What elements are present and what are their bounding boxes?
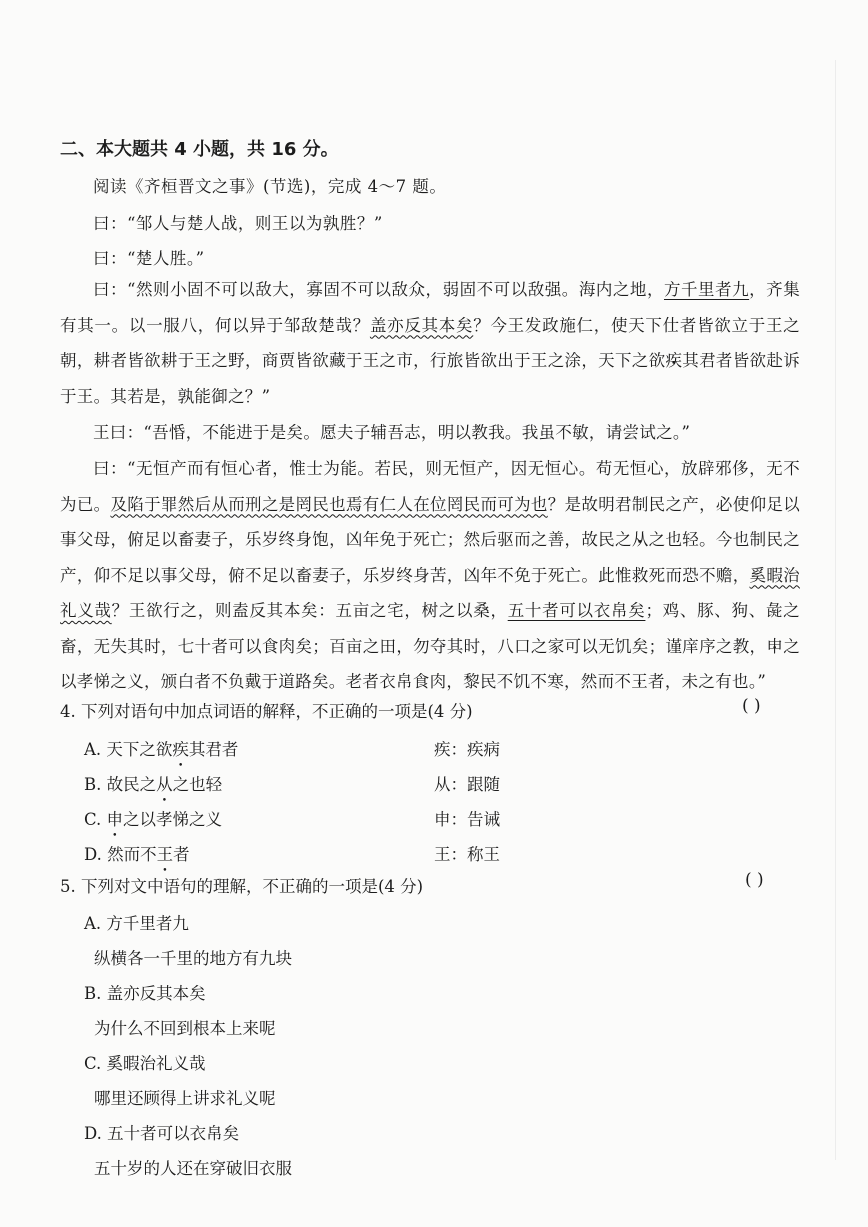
q4-option-b-gloss: 从：跟随	[434, 775, 500, 794]
answer-blank-4[interactable]: ( )	[742, 696, 761, 716]
q5-option-b-explain: 为什么不回到根本上来呢	[94, 1019, 276, 1038]
dotted-word: 申 •	[766, 637, 783, 656]
underlined-phrase: 五十者可以衣帛矣	[507, 601, 646, 620]
wavy-underlined-sentence: 及陷于罪然后从而刑之是罔民也焉有仁人在位罔民而可为也	[110, 494, 548, 514]
passage-paragraph-1: 曰：“然则小固不可以敌大，寡固不可以敌众，弱固不可以敌强。海内之地，方千里者九，齐集有其一。以一服八，何以异于邹敌楚哉？盖亦反其本矣？今王发政施仁，使天下仕者皆欲立于王之朝，耕者皆欲耕于王之野，商贾皆欲藏于王之市，行旅皆欲出于王之涂，天下之欲疾 •其君者皆欲赴诉于王。其若是，孰能御之？”	[60, 272, 800, 414]
q4-option-a: A. 天下之欲疾其君者	[84, 740, 239, 759]
q5-option-a-explain: 纵横各一千里的地方有九块	[94, 949, 292, 968]
q4-option-c: C. 申之以孝悌之义	[84, 810, 223, 829]
passage-paragraph-2: 王曰：“吾惛，不能进于是矣。愿夫子辅吾志，明以教我。我虽不敏，请尝试之。”	[93, 423, 691, 442]
q4-option-a-gloss: 疾：疾病	[434, 740, 500, 759]
dotted-word: 从	[156, 775, 173, 794]
q5-option-b: B. 盖亦反其本矣	[84, 984, 206, 1003]
reading-intro: 阅读《齐桓晋文之事》(节选)，完成 4～7 题。	[93, 177, 447, 196]
dialogue-line-2: 曰：“楚人胜。”	[93, 249, 205, 268]
passage-paragraph-3: 曰：“无恒产而有恒心者，惟士为能。若民，则无恒产，因无恒心。苟无恒心，放辟邪侈，无不为已。及陷于罪然后从而刑之是罔民也焉有仁人在位罔民而可为也？是故明君制民之产，必使仰足以事父母，俯足以畜妻子，乐岁终身饱，凶年免于死亡；然后驱而之善，故民之从 •之也轻。今也制民之产，仰不足以事父母，俯不足以畜妻子，乐岁终身苦，凶年不免于死亡。此惟救死而恐不赡，奚暇治礼义哉？王欲行之，则盍反其本矣：五亩之宅，树之以桑，五十者可以衣帛矣；鸡、豚、狗、彘之畜，无失其时，七十者可以食肉矣；百亩之田，勿夺其时，八口之家可以无饥矣；谨庠序之教，申 •之以孝悌之义，颁白者不负戴于道路矣。老者衣帛食肉，黎民不饥不寒，然而不王 •者，未之有也。”	[60, 451, 800, 700]
q4-option-d: D. 然而不王者	[84, 845, 190, 864]
underlined-phrase: 奚暇治礼义哉	[60, 565, 800, 620]
dialogue-line-1: 曰：“邹人与楚人战，则王以为孰胜？”	[93, 214, 383, 233]
q5-option-d: D. 五十者可以衣帛矣	[84, 1124, 240, 1143]
q4-option-b: B. 故民之从之也轻	[84, 775, 223, 794]
dotted-word: 王 •	[631, 672, 648, 691]
q5-option-d-explain: 五十岁的人还在穿破旧衣服	[94, 1159, 292, 1178]
q5-option-a: A. 方千里者九	[84, 914, 189, 933]
dotted-word: 疾 •	[665, 351, 682, 370]
q5-option-c: C. 奚暇治礼义哉	[84, 1054, 206, 1073]
q4-option-c-gloss: 申：告诫	[434, 810, 500, 829]
q5-option-c-explain: 哪里还顾得上讲求礼义呢	[94, 1089, 276, 1108]
dotted-word: 申	[106, 810, 124, 829]
dotted-word: 王	[156, 845, 174, 864]
question-4-stem: 4. 下列对语句中加点词语的解释，不正确的一项是(4 分)	[60, 702, 473, 721]
answer-blank-5[interactable]: ( )	[745, 870, 764, 890]
underlined-phrase: 盖亦反其本矣	[369, 315, 474, 335]
q4-option-d-gloss: 王：称王	[434, 845, 500, 864]
dotted-word: 从 •	[632, 530, 649, 549]
underlined-phrase: 方千里者九	[663, 280, 750, 299]
dotted-word: 疾	[172, 740, 189, 759]
question-5-stem: 5. 下列对文中语句的理解，不正确的一项是(4 分)	[60, 877, 424, 896]
section-title: 二、本大题共 4 小题，共 16 分。	[60, 139, 339, 160]
scan-edge	[835, 60, 836, 1160]
